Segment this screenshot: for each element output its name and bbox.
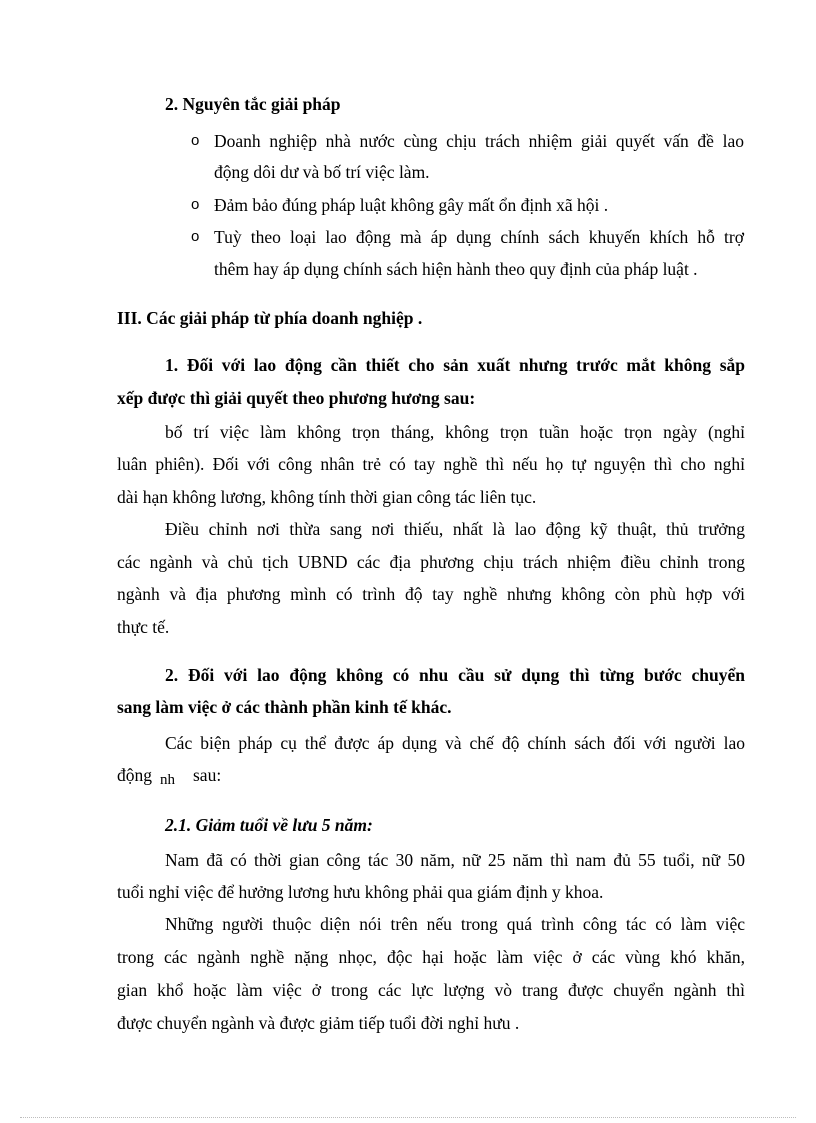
sub-1-para-2-line-4: thực tế. — [117, 617, 170, 637]
sub-2-1-para-2-line-4: được chuyển ngành và được giảm tiếp tuổi đời nghỉ hưu . — [117, 1013, 520, 1033]
sub-1-para-2-line-1: Điều chỉnh nơi thừa sang nơi thiếu, nhất là lao động kỹ thuật, thủ trưởng — [165, 519, 745, 539]
sub-2-1-para-2-line-3: gian khổ hoặc làm việc ở trong các lực lượng vò trang được chuyển ngành thì — [117, 980, 745, 1000]
sub-1-heading-line-2: xếp được thì giải quyết theo phương hương sau: — [117, 388, 476, 408]
sub-1-para-1-line-1: bố trí việc làm không trọn tháng, không trọn tuần hoặc trọn ngày (nghỉ — [165, 422, 745, 442]
sub-1-para-2-line-2: các ngành và chủ tịch UBND các địa phương chịu trách nhiệm điều chỉnh trong — [117, 552, 745, 572]
bullet-3-line-2: thêm hay áp dụng chính sách hiện hành theo quy định của pháp luật . — [214, 259, 698, 279]
sub-2-para-line-1: Các biện pháp cụ thể được áp dụng và chế độ chính sách đối với người lao — [165, 733, 745, 753]
sub-2-1-para-1-line-1: Nam đã có thời gian công tác 30 năm, nữ 25 năm thì nam đủ 55 tuổi, nữ 50 — [165, 850, 745, 870]
sub-2-heading-line-1: 2. Đối với lao động không có nhu cầu sử dụng thì từng bước chuyển — [165, 665, 745, 685]
sub-1-para-2-line-3: ngành và địa phương mình có trình độ tay nghề nhưng không còn phù hợp với — [117, 584, 745, 604]
bullet-marker: o — [191, 132, 200, 149]
sub-1-para-1-line-3: dài hạn không lương, không tính thời gian công tác liên tục. — [117, 487, 537, 507]
sub-1-heading-line-1: 1. Đối với lao động cần thiết cho sản xuất nhưng trước mắt không sắp — [165, 355, 745, 375]
sub-2-para-line-2c: sau: — [193, 765, 222, 785]
section-3-heading: III. Các giải pháp từ phía doanh nghiệp . — [117, 308, 423, 328]
page-bottom-border — [20, 1117, 796, 1118]
sub-2-para-line-2b: nh — [160, 772, 175, 788]
sub-1-para-1-line-2: luân phiên). Đối với công nhân trẻ có tay nghề thì nếu họ tự nguyện thì cho nghỉ — [117, 454, 745, 474]
bullet-marker: o — [191, 196, 200, 213]
bullet-2-line-1: Đảm bảo đúng pháp luật không gây mất ổn định xã hội . — [214, 195, 609, 215]
bullet-1-line-2: động dôi dư và bố trí việc làm. — [214, 162, 430, 182]
bullet-marker: o — [191, 228, 200, 245]
bullet-3-line-1: Tuỳ theo loại lao động mà áp dụng chính sách khuyến khích hỗ trợ — [214, 227, 744, 247]
bullet-1-line-1: Doanh nghiệp nhà nước cùng chịu trách nhiệm giải quyết vấn đề lao — [214, 131, 744, 151]
sub-2-1-para-1-line-2: tuổi nghỉ việc để hưởng lương hưu không phải qua giám định y khoa. — [117, 882, 604, 902]
sub-2-para-line-2a: động — [117, 765, 152, 785]
sub-2-1-para-2-line-2: trong các ngành nghề nặng nhọc, độc hại hoặc làm việc ở các vùng khó khăn, — [117, 947, 745, 967]
sub-2-1-para-2-line-1: Những người thuộc diện nói trên nếu trong quá trình công tác có làm việc — [165, 914, 745, 934]
sub-2-1-heading: 2.1. Giảm tuổi về lưu 5 năm: — [165, 815, 373, 835]
section-2-heading: 2. Nguyên tắc giải pháp — [165, 94, 341, 114]
sub-2-heading-line-2: sang làm việc ở các thành phần kinh tế khác. — [117, 697, 452, 717]
